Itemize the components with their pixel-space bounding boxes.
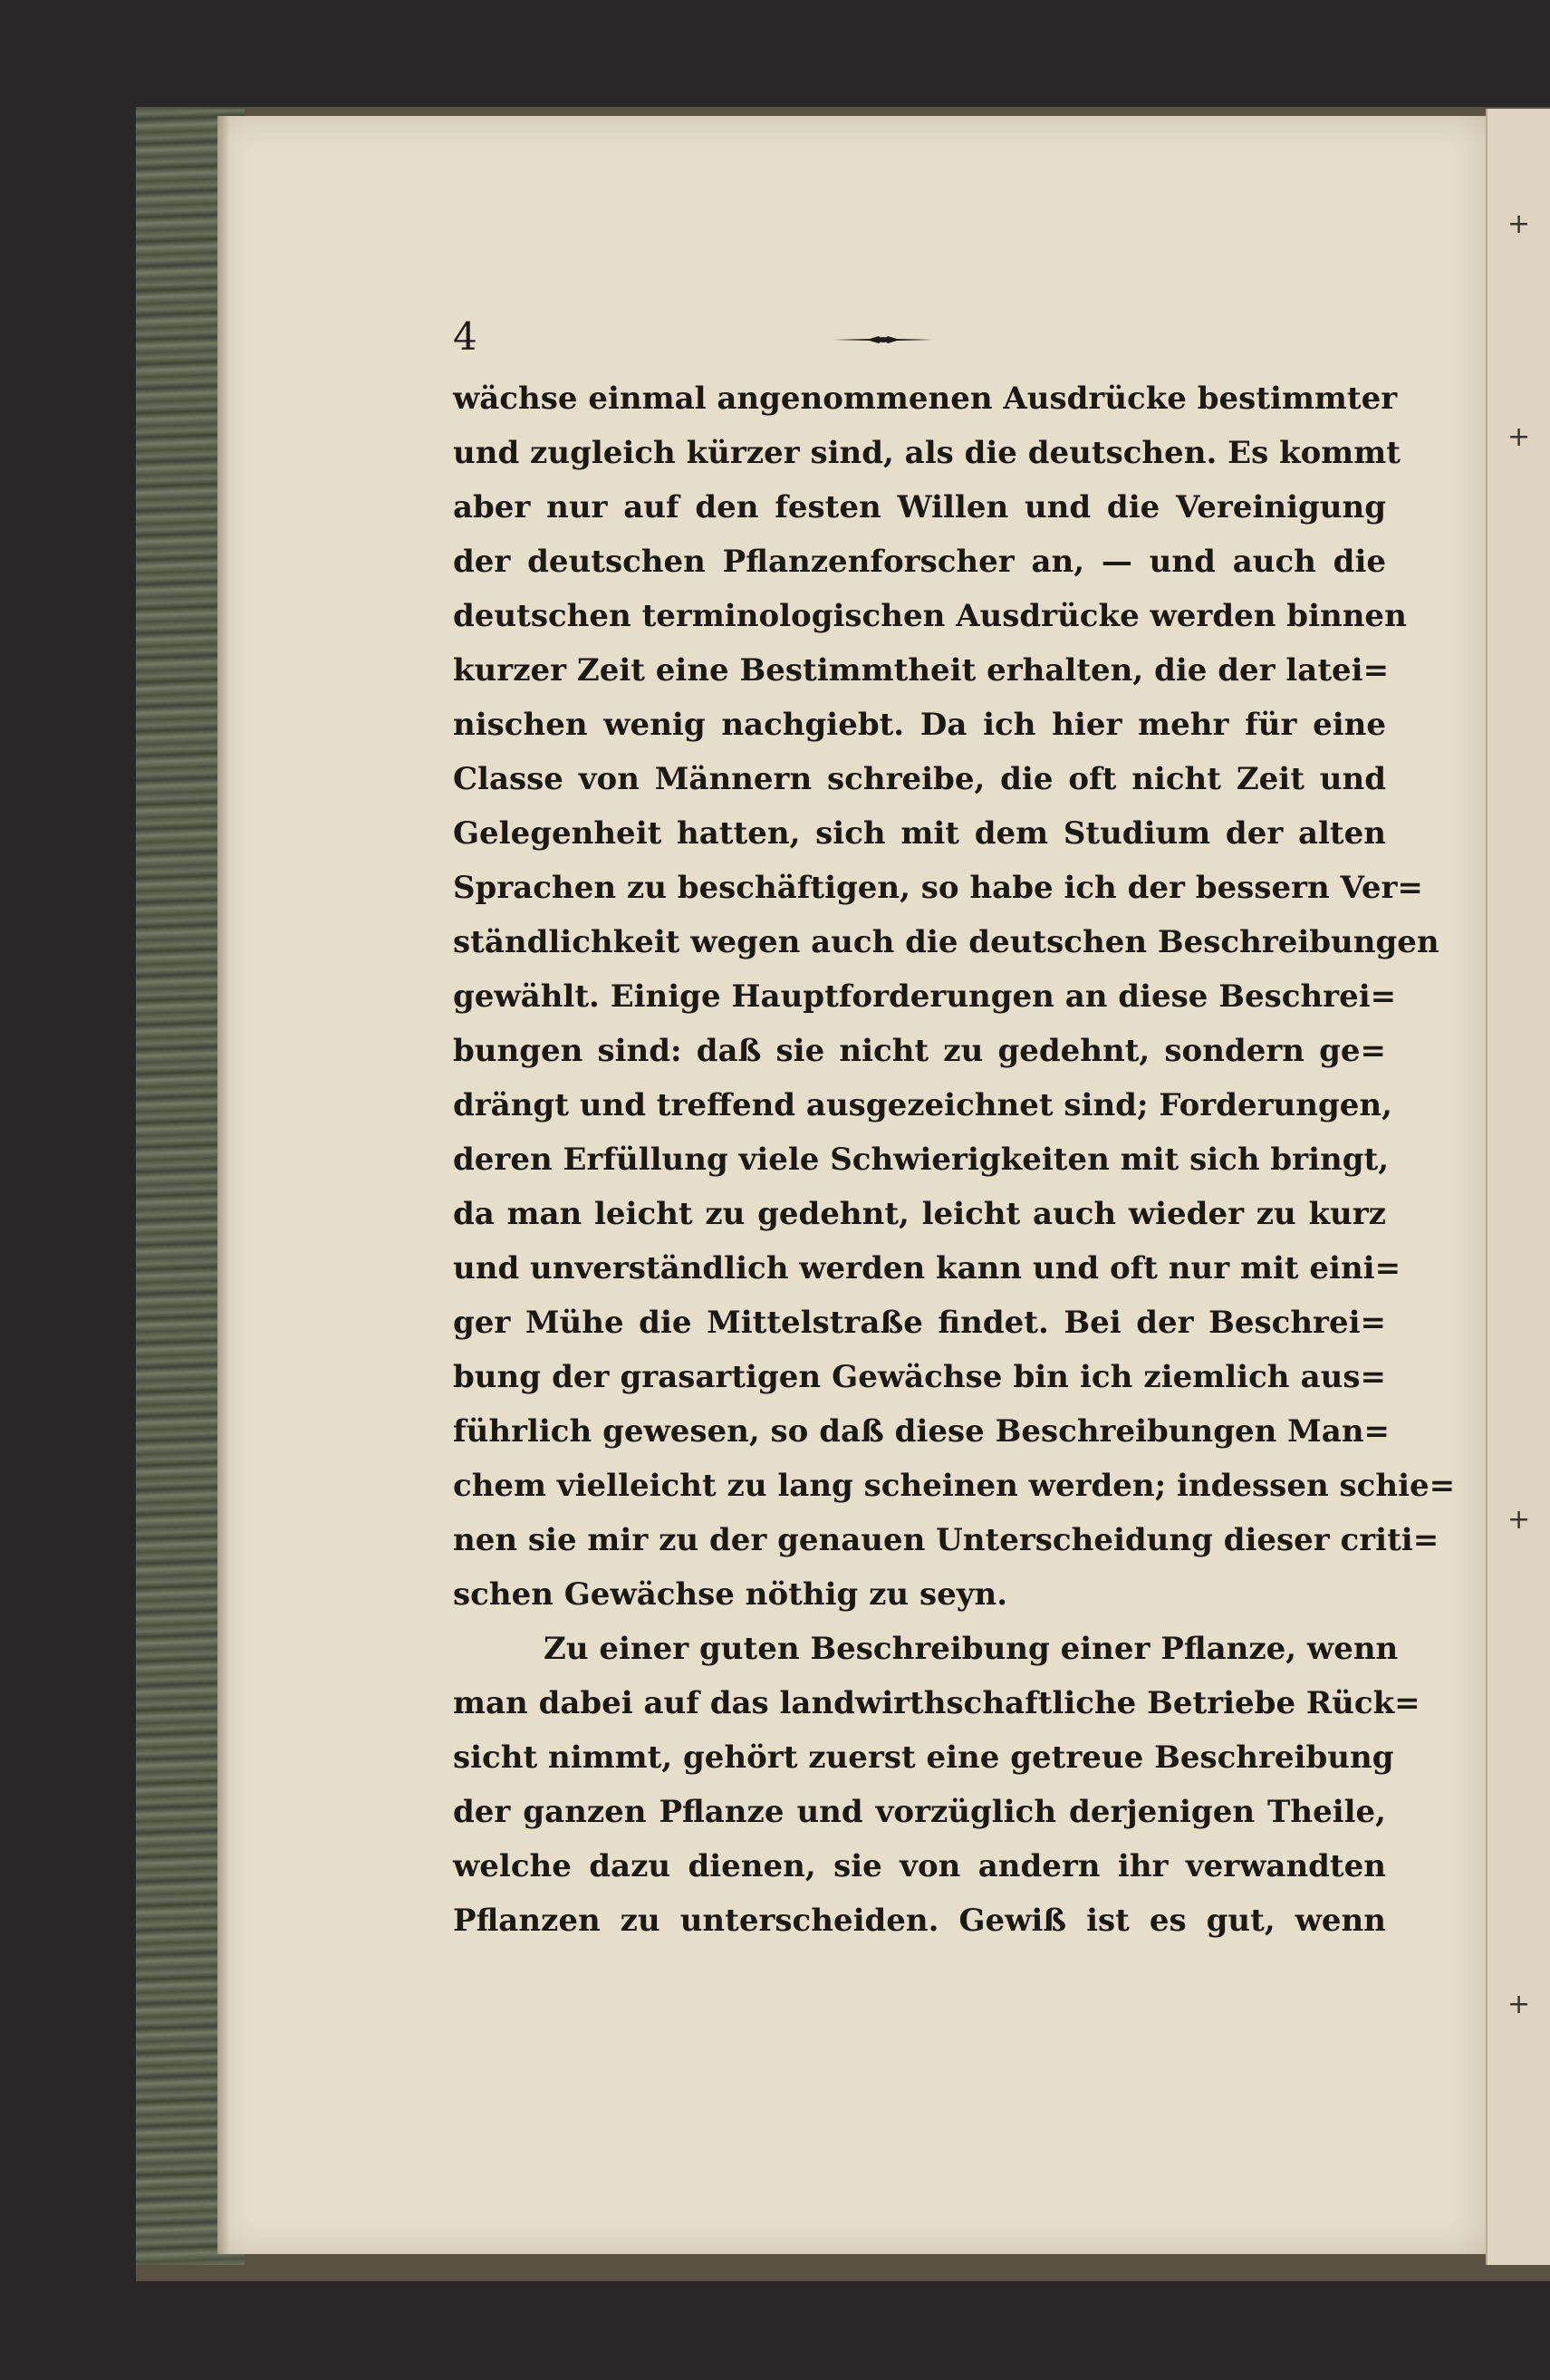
margin-mark: + bbox=[1507, 1989, 1531, 2020]
text-line: Gelegenheit hatten, sich mit dem Studium der alten bbox=[453, 815, 1386, 852]
text-line: Sprachen zu beschäftigen, so habe ich der bessern Ver= bbox=[453, 870, 1423, 906]
text-line: da man leicht zu gedehnt, leicht auch wieder zu kurz bbox=[453, 1196, 1386, 1232]
margin-mark: + bbox=[1507, 208, 1531, 240]
text-line: Zu einer guten Beschreibung einer Pflanze, wenn bbox=[544, 1631, 1399, 1667]
text-line: man dabei auf das landwirthschaftliche Betriebe Rück= bbox=[453, 1685, 1420, 1721]
adjacent-page-edge bbox=[1486, 109, 1550, 2265]
text-line: wächse einmal angenommenen Ausdrücke bestimmter bbox=[453, 381, 1398, 417]
page-header bbox=[453, 310, 1377, 364]
text-line: bung der grasartigen Gewächse bin ich ziemlich aus= bbox=[453, 1359, 1386, 1395]
page-text bbox=[453, 371, 1456, 1948]
text-line: bungen sind: daß sie nicht zu gedehnt, sondern ge= bbox=[453, 1033, 1386, 1069]
text-line: und unverständlich werden kann und oft nur mit eini= bbox=[453, 1250, 1401, 1286]
text-line: der ganzen Pflanze und vorzüglich derjenigen Theile, bbox=[453, 1794, 1386, 1830]
text-line: nischen wenig nachgiebt. Da ich hier mehr für eine bbox=[453, 707, 1386, 743]
text-line: welche dazu dienen, sie von andern ihr verwandten bbox=[453, 1848, 1386, 1884]
text-line: führlich gewesen, so daß diese Beschreibungen Man= bbox=[453, 1413, 1391, 1450]
text-line: chem vielleicht zu lang scheinen werden; indessen schie= bbox=[453, 1468, 1456, 1504]
text-line: ständlichkeit wegen auch die deutschen Beschreibungen bbox=[453, 924, 1439, 960]
text-line: der deutschen Pflanzenforscher an, — und auch die bbox=[453, 544, 1386, 580]
text-line: ger Mühe die Mittelstraße findet. Bei der Beschrei= bbox=[453, 1305, 1386, 1341]
text-line: deutschen terminologischen Ausdrücke werden binnen bbox=[453, 598, 1407, 634]
text-line: Pflanzen zu unterscheiden. Gewiß ist es gut, wenn bbox=[453, 1903, 1386, 1939]
text-line: sicht nimmt, gehört zuerst eine getreue Beschreibung bbox=[453, 1739, 1394, 1776]
text-line: drängt und treffend ausgezeichnet sind; Forderungen, bbox=[453, 1087, 1392, 1123]
text-line: und zugleich kürzer sind, als die deutschen. Es kommt bbox=[453, 435, 1401, 471]
text-line: kurzer Zeit eine Bestimmtheit erhalten, die der latei= bbox=[453, 652, 1390, 689]
text-line: schen Gewächse nöthig zu seyn. bbox=[453, 1576, 1008, 1613]
ornament-rule-icon bbox=[833, 335, 933, 344]
margin-mark: + bbox=[1507, 1504, 1531, 1536]
page-number: 4 bbox=[453, 314, 477, 359]
text-line: deren Erfüllung viele Schwierigkeiten mit sich bringt, bbox=[453, 1142, 1390, 1178]
gutter-shadow bbox=[217, 116, 230, 2254]
margin-mark: + bbox=[1507, 421, 1531, 453]
text-line: Classe von Männern schreibe, die oft nicht Zeit und bbox=[453, 761, 1386, 797]
text-line: aber nur auf den festen Willen und die Vereinigung bbox=[453, 489, 1386, 525]
text-line: nen sie mir zu der genauen Unterscheidung dieser criti= bbox=[453, 1522, 1439, 1558]
text-line: gewählt. Einige Hauptforderungen an diese Beschrei= bbox=[453, 978, 1397, 1015]
